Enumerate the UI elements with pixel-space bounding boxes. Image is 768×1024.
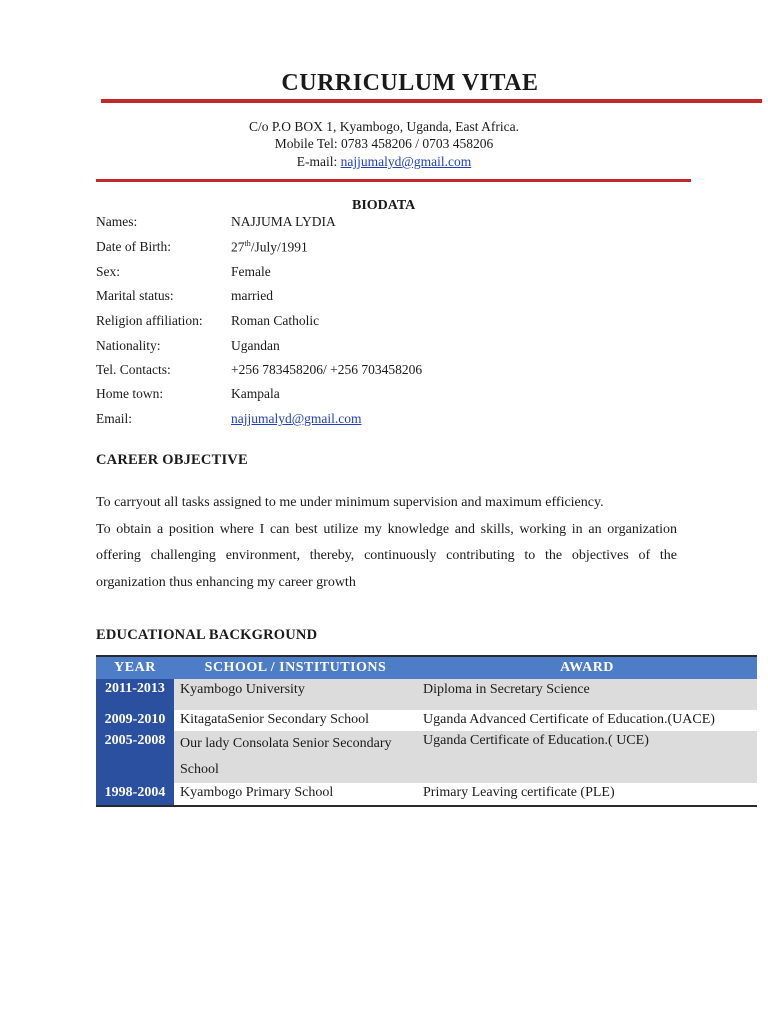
year-cell: 2009-2010 [96, 710, 174, 731]
table-row [96, 783, 757, 806]
bio-value: Female [231, 264, 271, 279]
mobile-line: Mobile Tel: 0783 458206 / 0703 458206 [274, 136, 494, 151]
bio-label: Marital status: [96, 288, 174, 303]
bio-label: Religion affiliation: [96, 313, 203, 328]
career-objective-heading: CAREER OBJECTIVE [96, 452, 248, 468]
address-line: C/o P.O BOX 1, Kyambogo, Uganda, East Africa. [249, 119, 519, 134]
bio-label: Email: [96, 411, 132, 426]
dob-rest: /July/1991 [250, 239, 308, 255]
bio-value: Roman Catholic [231, 313, 320, 328]
email-label: E-mail: [296, 154, 341, 169]
table-row [96, 731, 757, 783]
year-cell: 1998-2004 [96, 783, 174, 806]
school-cell: Kyambogo University [174, 679, 417, 710]
email-line [0, 154, 768, 170]
bio-value: NAJJUMA LYDIA [231, 214, 336, 229]
title-divider [101, 99, 762, 103]
table-row [96, 679, 757, 710]
column-header-school: SCHOOL / INSTITUTIONS [174, 656, 417, 679]
award-cell: Uganda Advanced Certificate of Education.(UACE) [423, 712, 715, 727]
bio-label: Tel. Contacts: [96, 362, 171, 377]
bio-value: Kampala [231, 386, 280, 401]
dob-suffix: th [244, 239, 251, 248]
bio-label: Sex: [96, 264, 121, 279]
career-paragraph-2: To obtain a position where I can best utilize my knowledge and skills, working in an organization offering challenging environment, thereby, continuously contributing to the objectives of the organization thus enhancing my career growth [96, 521, 677, 590]
bio-label: Nationality: [96, 338, 161, 353]
school-cell: Kyambogo Primary School [174, 783, 417, 806]
bio-value [231, 239, 308, 256]
bio-value: +256 783458206/ +256 703458206 [231, 362, 423, 377]
year-cell: 2011-2013 [96, 679, 174, 710]
education-heading: EDUCATIONAL BACKGROUND [96, 627, 318, 643]
bio-label: Date of Birth: [96, 239, 171, 254]
school-cell: KitagataSenior Secondary School [180, 712, 369, 727]
column-header-year: YEAR [96, 656, 174, 679]
education-table [96, 655, 757, 807]
education-header-row [96, 656, 757, 679]
award-cell: Uganda Certificate of Education.( UCE) [417, 731, 757, 783]
biodata-heading: BIODATA [352, 198, 416, 213]
dob-day: 27 [231, 239, 245, 255]
bio-label: Names: [96, 214, 138, 229]
table-row [96, 710, 757, 731]
year-cell: 2005-2008 [96, 731, 174, 783]
school-cell: Our lady Consolata Senior Secondary School [174, 731, 417, 783]
bio-email-link[interactable]: najjumalyd@gmail.com [231, 411, 362, 426]
award-cell: Primary Leaving certificate (PLE) [417, 783, 757, 806]
career-paragraph-1: To carryout all tasks assigned to me under minimum supervision and maximum efficiency. [96, 495, 604, 510]
page-title: CURRICULUM VITAE [281, 70, 539, 96]
award-cell: Diploma in Secretary Science [417, 679, 757, 710]
header-email-link[interactable]: najjumalyd@gmail.com [340, 154, 472, 169]
column-header-award: AWARD [417, 656, 757, 679]
bio-value: Ugandan [231, 338, 280, 353]
career-objective-text [96, 490, 677, 596]
bio-label: Home town: [96, 386, 164, 401]
contact-divider [96, 179, 691, 182]
bio-value: married [231, 288, 273, 303]
